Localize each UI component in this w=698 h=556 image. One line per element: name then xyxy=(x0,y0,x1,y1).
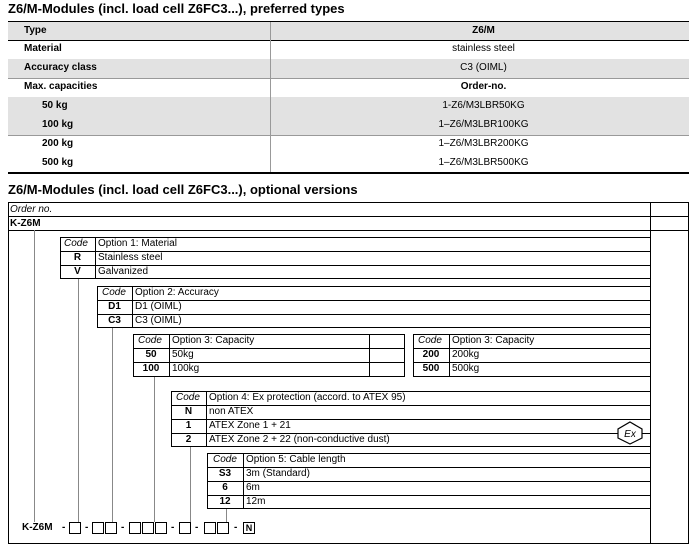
option3a-title: Option 3: Capacity xyxy=(172,335,255,346)
preferred-title: Z6/M-Modules (incl. load cell Z6FC3...), preferred types xyxy=(8,1,345,16)
type-header: Type xyxy=(24,25,47,36)
table-row: 200 kg 1–Z6/M3LBR200KG xyxy=(8,135,689,154)
table-row: 50 kg 1-Z6/M3LBR50KG xyxy=(8,97,689,116)
table-row: Max. capacities Order-no. xyxy=(8,78,689,97)
table-row: Accuracy class C3 (OIML) xyxy=(8,59,689,78)
option5-slot[interactable] xyxy=(204,522,216,534)
option5-title: Option 5: Cable length xyxy=(246,454,346,465)
option1-title: Option 1: Material xyxy=(98,238,177,249)
fixed-code-slot: N xyxy=(243,522,255,534)
model-label: K-Z6M xyxy=(10,218,41,229)
model-header: Z6/M xyxy=(472,25,495,36)
option2-title: Option 2: Accuracy xyxy=(135,287,219,298)
table-row: 500 kg 1–Z6/M3LBR500KG xyxy=(8,154,689,173)
order-no-label: Order no. xyxy=(10,204,53,215)
option1-slot[interactable] xyxy=(69,522,81,534)
option5-slot[interactable] xyxy=(217,522,229,534)
option3b-title: Option 3: Capacity xyxy=(452,335,535,346)
option3-slot[interactable] xyxy=(129,522,141,534)
option4-slot[interactable] xyxy=(179,522,191,534)
table-row: Material stainless steel xyxy=(8,40,689,59)
table-row: 100 kg 1–Z6/M3LBR100KG xyxy=(8,116,689,135)
option4-title: Option 4: Ex protection (accord. to ATEX 95) xyxy=(209,392,406,403)
option3-slot[interactable] xyxy=(155,522,167,534)
order-prefix: K-Z6M xyxy=(22,522,53,533)
option2-slot[interactable] xyxy=(105,522,117,534)
svg-text:Ex: Ex xyxy=(624,429,636,440)
preferred-header-row xyxy=(8,22,689,41)
optional-title: Z6/M-Modules (incl. load cell Z6FC3...), optional versions xyxy=(8,182,358,197)
ex-protection-icon xyxy=(616,421,644,445)
option3-slot[interactable] xyxy=(142,522,154,534)
option2-slot[interactable] xyxy=(92,522,104,534)
